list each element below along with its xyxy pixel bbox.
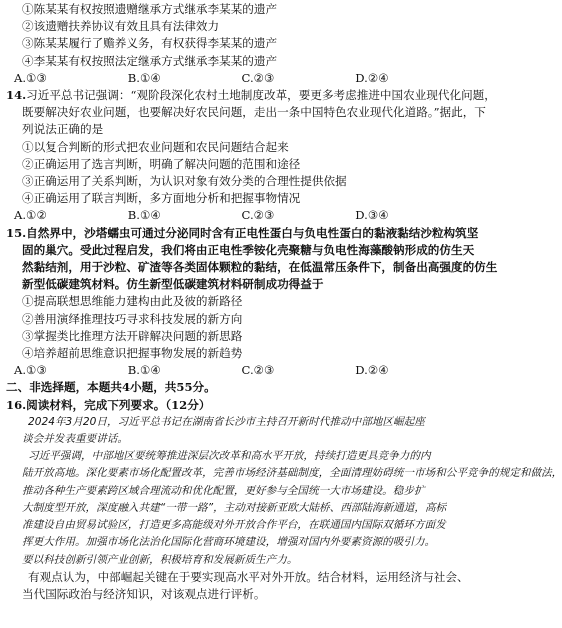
q13-option-b: B.①④ <box>127 70 161 85</box>
q13-items <box>6 1 469 70</box>
q14-stem-line: 既要解决好农业问题，也要解决好农民问题，走出一条中国特色农业现代化道路。”据此，下 <box>22 105 486 120</box>
question-14 <box>6 87 496 225</box>
q16-speech-line: 陆开放高地。深化要素市场化配置改革，完善市场经济基础制度，全面清理妨碍统一市场和公平竞争的规定和做法， <box>22 467 562 480</box>
q16-speech-line: 推动各种生产要素跨区域合理流动和优化配置，更好参与全国统一大市场建设。稳步扩 <box>22 484 425 497</box>
q15-stem-line: 自然界中，沙塔蠕虫可通过分泌同时含有正电性蛋白与负电性蛋白的黏液黏结沙粒构筑坚 <box>26 225 479 240</box>
q15-item: ③掌握类比推理方法开辟解决问题的新思路 <box>22 328 243 343</box>
q13-item: ④李某某有权按照法定继承方式继承李某某的遗产 <box>22 53 278 68</box>
q14-option-a: A.①② <box>14 208 47 223</box>
q13-option-a: A.①③ <box>14 70 47 85</box>
q16-material <box>6 414 562 569</box>
question-15 <box>6 225 498 380</box>
q13-item: ②该遗赠扶养协议有效且具有法律效力 <box>22 19 220 34</box>
q14-stem-line: 列说法正确的是 <box>22 122 104 137</box>
q14-item: ①以复合判断的形式把农业问题和农民问题结合起来 <box>22 139 289 154</box>
q15-item: ②善用演绎推理技巧寻求科技发展的新方向 <box>22 311 243 326</box>
q13-options <box>6 70 469 87</box>
q15-option-b: B.①④ <box>127 363 161 378</box>
q14-option-c: C.②③ <box>241 208 275 223</box>
q14-item: ②正确运用了选言判断，明确了解决问题的范围和途径 <box>22 156 301 171</box>
q14-options <box>6 207 469 224</box>
q15-stem-line: 新型低碳建筑材料。仿生新型低碳建筑材料研制成功得益于 <box>22 277 324 292</box>
q15-stem-line: 然黏结剂，用于沙粒、矿渣等各类固体颗粒的黏结，在低温常压条件下，制备出高强度的仿生 <box>22 260 498 275</box>
q16-task-line: 有观点认为，中部崛起关键在于要实现高水平对外开放。结合材料，运用经济与社会、 <box>28 569 469 584</box>
q16-number: 16. <box>6 397 27 412</box>
q16-task-line: 当代国际政治与经济知识，对该观点进行评析。 <box>22 586 266 601</box>
q16-speech-line: 习近平强调，中部地区要统筹推进深层次改革和高水平开放，持续打造更具竞争力的内 <box>28 450 431 463</box>
q16-speech-line: 挥更大作用。加强市场化法治化国际化营商环境建设，增强对国内外要素资源的吸引力。 <box>22 536 436 549</box>
q14-item: ③正确运用了关系判断，为认识对象有效分类的合理性提供依据 <box>22 174 347 189</box>
q16-speech-line: 准建设自由贸易试验区，打造更多高能级对外开放合作平台，在联通国内国际双循环方面发 <box>22 519 446 532</box>
q15-options <box>6 362 469 379</box>
q13-option-c: C.②③ <box>241 70 275 85</box>
q13-item: ③陈某某履行了赡养义务，有权获得李某某的遗产 <box>22 36 278 51</box>
q14-option-b: B.①④ <box>127 208 161 223</box>
q15-number: 15. <box>6 225 27 240</box>
q15-item: ①提高联想思维能力建构由此及彼的新路径 <box>22 294 243 309</box>
q14-option-d: D.③④ <box>355 208 389 223</box>
q15-option-c: C.②③ <box>241 363 275 378</box>
q15-item: ④培养超前思维意识把握事物发展的新趋势 <box>22 346 243 361</box>
q14-item: ④正确运用了联言判断，多方面地分析和把握事物情况 <box>22 191 301 206</box>
q16-speech-line: 要以科技创新引领产业创新，积极培育和发展新质生产力。 <box>22 553 298 566</box>
q13-option-d: D.②④ <box>355 70 389 85</box>
q15-option-a: A.①③ <box>14 363 47 378</box>
q16-instruction: 阅读材料，完成下列要求。（12分） <box>26 397 211 412</box>
q14-number: 14. <box>6 88 27 103</box>
question-16 <box>6 397 562 603</box>
q15-option-d: D.②④ <box>355 363 389 378</box>
q14-stem-line: 习近平总书记强调：“观阶段深化农村土地制度改革，要更多考虑推进中国农业现代化问题， <box>26 88 496 103</box>
q16-intro-line: 谈会并发表重要讲话。 <box>22 433 128 446</box>
q13-item: ①陈某某有权按照遗赠继承方式继承李某某的遗产 <box>22 2 278 16</box>
q15-stem-line: 固的巢穴。受此过程启发，我们将由正电性季铵化壳聚糖与负电性海藻酸钠形成的仿生天 <box>22 242 475 257</box>
section-heading: 二、非选择题，本题共4小题，共55分。 <box>6 380 216 395</box>
q16-speech-line: 大制度型开放，深度融入共建“一带一路”，主动对接新亚欧大陆桥、西部陆海新通道，高标 <box>22 501 447 514</box>
q16-intro-line: 2024年3月20日，习近平总书记在湖南省长沙市主持召开新时代推动中部地区崛起座 <box>28 415 425 428</box>
